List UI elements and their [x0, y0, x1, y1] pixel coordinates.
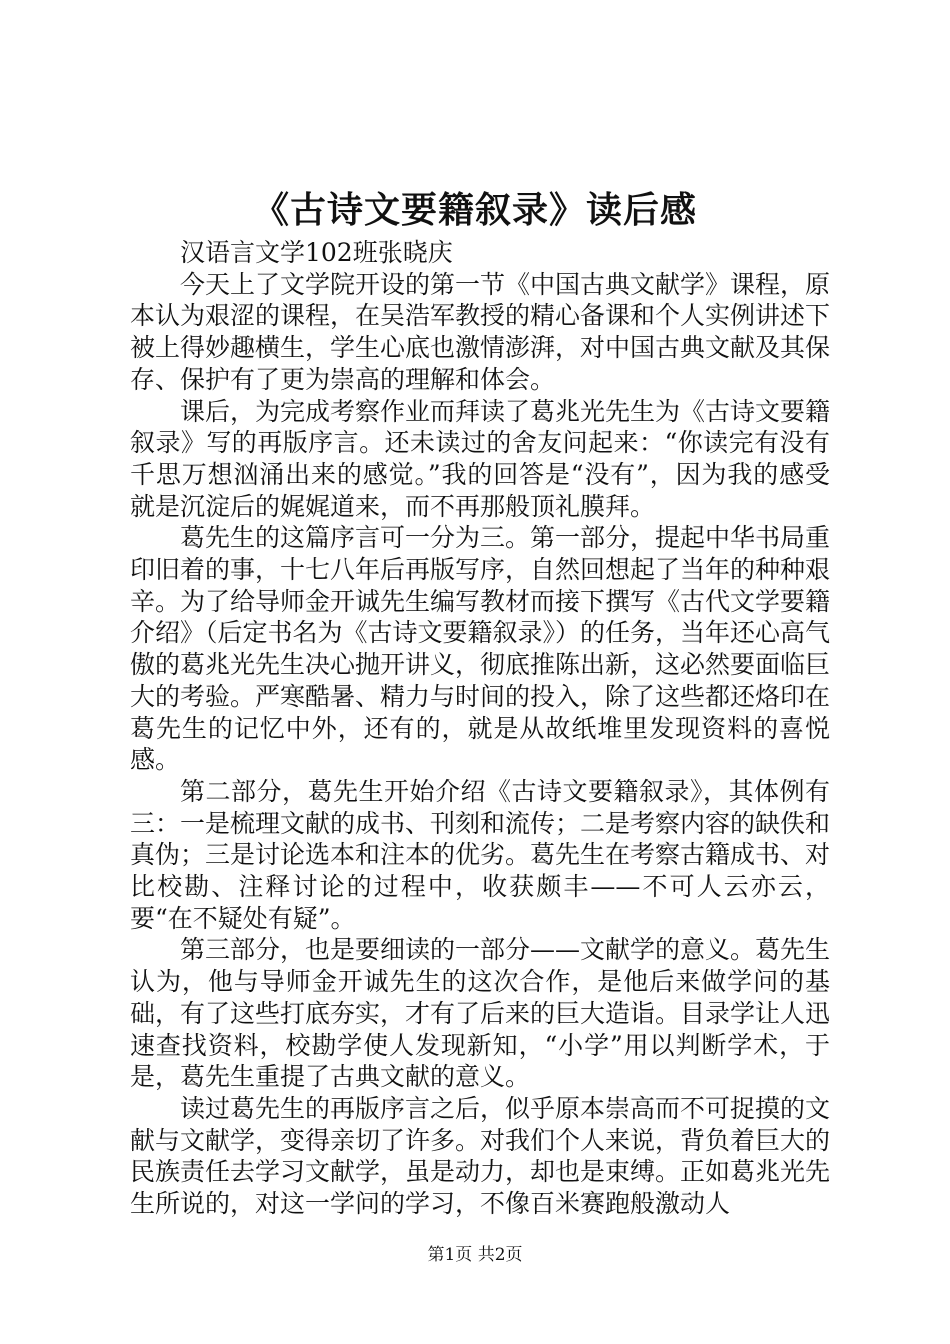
- page-total: 共2页: [477, 1245, 523, 1265]
- page-footer: [0, 1244, 950, 1266]
- paragraph: 第三部分，也是要细读的一部分——文献学的意义。葛先生认为，他与导师金开诚先生的这次合作，是他后来做学问的基础，有了这些打底夯实，才有了后来的巨大造诣。目录学让人迅速查找资料，校勘学使人发现新知，“小学”用以判断学术，于是，葛先生重提了古典文献的意义。: [130, 935, 831, 1092]
- paragraph: 葛先生的这篇序言可一分为三。第一部分，提起中华书局重印旧着的事，十七八年后再版写序，自然回想起了当年的种种艰辛。为了给导师金开诚先生编写教材而接下撰写《古代文学要籍介绍》（后定书名为《古诗文要籍叙录》）的任务，当年还心高气傲的葛兆光先生决心抛开讲义，彻底推陈出新，这必然要面临巨大的考验。严寒酷暑、精力与时间的投入，除了这些都还烙印在葛先生的记忆中外，还有的，就是从故纸堆里发现资料的喜悦感。: [130, 523, 831, 775]
- paragraph: 今天上了文学院开设的第一节《中国古典文献学》课程，原本认为艰涩的课程，在吴浩军教授的精心备课和个人实例讲述下被上得妙趣横生，学生心底也激情澎湃，对中国古典文献及其保存、保护有了更为崇高的理解和体会。: [130, 269, 831, 394]
- author-line: 汉语言文学102班张晓庆: [180, 238, 453, 267]
- page-number: 第1页: [427, 1245, 473, 1265]
- paragraph: 读过葛先生的再版序言之后，似乎原本崇高而不可捉摸的文献与文献学，变得亲切了许多。对我们个人来说，背负着巨大的民族责任去学习文献学，虽是动力，却也是束缚。正如葛兆光先生所说的，对这一学问的学习，不像百米赛跑般激动人: [130, 1093, 831, 1219]
- paragraph: 课后，为完成考察作业而拜读了葛兆光先生为《古诗文要籍叙录》写的再版序言。还未读过的舍友问起来：“你读完有没有千思万想汹涌出来的感觉。”我的回答是“没有”，因为我的感受就是沉淀后的娓娓道来，而不再那般顶礼膜拜。: [130, 396, 831, 521]
- paragraph: 第二部分，葛先生开始介绍《古诗文要籍叙录》，其体例有三：一是梳理文献的成书、刊刻和流传；二是考察内容的缺佚和真伪；三是讨论选本和注本的优劣。葛先生在考察古籍成书、对比校勘、注释讨论的过程中，收获颇丰——不可人云亦云，要“在不疑处有疑”。: [130, 776, 831, 933]
- document-body: [130, 237, 830, 1220]
- document-title: 《古诗文要籍叙录》读后感: [252, 189, 697, 231]
